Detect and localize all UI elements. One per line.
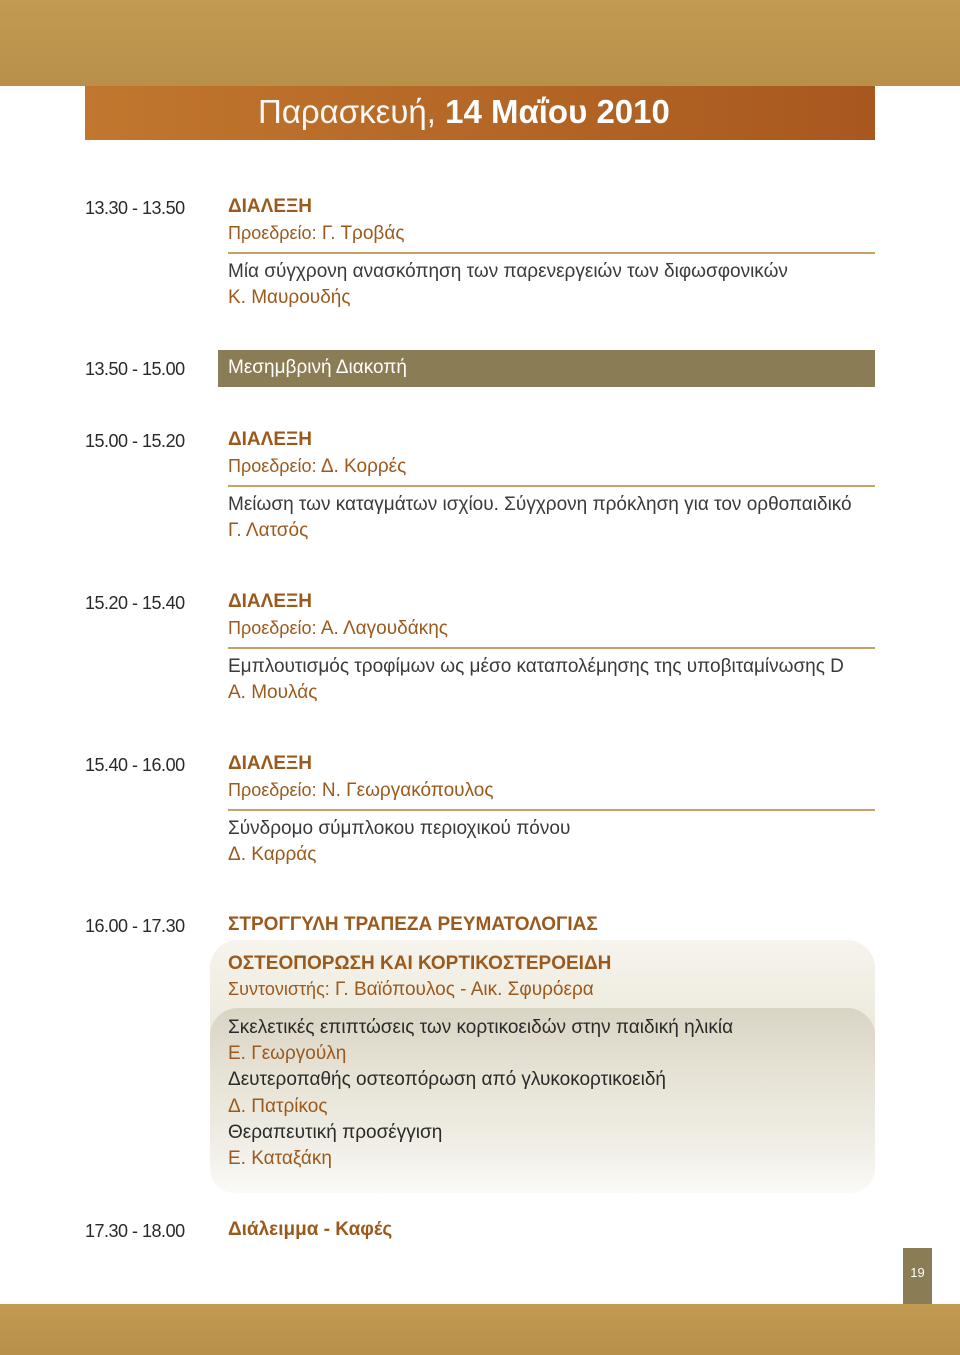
- panel-talk-speaker: Δ. Πατρίκος: [228, 1096, 328, 1117]
- coffee-label: Διάλειμμα - Καφές: [228, 1219, 393, 1240]
- roundtable-heading: ΣΤΡΟΓΓΥΛΗ ΤΡΑΠΕΖΑ ΡΕΥΜΑΤΟΛΟΓΙΑΣ: [228, 914, 598, 935]
- session-chair: [228, 223, 405, 245]
- chair-name: Α. Λαγουδάκης: [320, 618, 448, 639]
- chair-name: Δ. Κορρές: [320, 456, 407, 477]
- coordinator-name: Γ. Βαϊόπουλος - Αικ. Σφυρόερα: [335, 979, 594, 1000]
- divider-line: [228, 809, 875, 811]
- session-heading: ΔΙΑΛΕΞΗ: [228, 429, 312, 450]
- chair-label: Προεδρείο:: [228, 780, 317, 800]
- chair-name: Ν. Γεωργακόπουλος: [321, 780, 494, 801]
- talk-title: Σύνδρομο σύμπλοκου περιοχικού πόνου: [228, 818, 571, 839]
- page-number: 19: [910, 1265, 925, 1280]
- panel-talk-title: Δευτεροπαθής οστεοπόρωση από γλυκοκορτικοειδή: [228, 1069, 666, 1090]
- panel-talk-speaker: Ε. Γεωργούλη: [228, 1043, 347, 1064]
- chair-label: Προεδρείο:: [228, 223, 317, 243]
- talk-speaker: Κ. Μαυρουδής: [228, 287, 351, 308]
- divider-line: [228, 252, 875, 254]
- session-chair: [228, 456, 406, 478]
- panel-talk-title: Σκελετικές επιπτώσεις των κορτικοειδών στην παιδική ηλικία: [228, 1017, 734, 1038]
- session-time: 13.30 - 13.50: [85, 198, 185, 218]
- break-label: Μεσημβρινή Διακοπή: [228, 357, 407, 378]
- panel-talk-title: Θεραπευτική προσέγγιση: [228, 1122, 443, 1143]
- bottom-decorative-band: [0, 1304, 960, 1355]
- session-time: 15.40 - 16.00: [85, 755, 185, 775]
- chair-label: Προεδρείο:: [228, 618, 317, 638]
- talk-title: Μείωση των καταγμάτων ισχίου. Σύγχρονη πρόκληση για τον ορθοπαιδικό: [228, 494, 852, 515]
- coordinator-label: Συντονιστής:: [228, 979, 330, 999]
- chair-name: Γ. Τροβάς: [321, 223, 405, 244]
- panel-title: ΟΣΤΕΟΠΟΡΩΣΗ ΚΑΙ ΚΟΡΤΙΚΟΣΤΕΡΟΕΙΔΗ: [228, 953, 612, 974]
- talk-title: Εμπλουτισμός τροφίμων ως μέσο καταπολέμησης της υποβιταμίνωσης D: [228, 656, 844, 677]
- panel-talk-speaker: Ε. Καταξάκη: [228, 1148, 332, 1169]
- session-heading: ΔΙΑΛΕΞΗ: [228, 591, 312, 612]
- chair-label: Προεδρείο:: [228, 456, 317, 476]
- session-time: 15.20 - 15.40: [85, 593, 185, 613]
- session-heading: ΔΙΑΛΕΞΗ: [228, 753, 312, 774]
- page-title: [258, 91, 670, 133]
- session-chair: [228, 618, 448, 640]
- top-decorative-band: [0, 0, 960, 86]
- title-date: 14 Μαΐου 2010: [445, 93, 670, 130]
- divider-line: [228, 647, 875, 649]
- session-time: 15.00 - 15.20: [85, 431, 185, 451]
- talk-title: Μία σύγχρονη ανασκόπηση των παρενεργειών των διφωσφονικών: [228, 261, 788, 282]
- talk-speaker: Γ. Λατσός: [228, 520, 309, 541]
- title-day: Παρασκευή,: [258, 93, 436, 130]
- divider-line: [228, 485, 875, 487]
- session-chair: [228, 780, 494, 802]
- break-time: 13.50 - 15.00: [85, 359, 185, 379]
- panel-coordinator: [228, 979, 594, 1001]
- talk-speaker: Δ. Καρράς: [228, 844, 317, 865]
- coffee-time: 17.30 - 18.00: [85, 1221, 185, 1241]
- roundtable-time: 16.00 - 17.30: [85, 916, 185, 936]
- talk-speaker: Α. Μουλάς: [228, 682, 318, 703]
- session-heading: ΔΙΑΛΕΞΗ: [228, 196, 312, 217]
